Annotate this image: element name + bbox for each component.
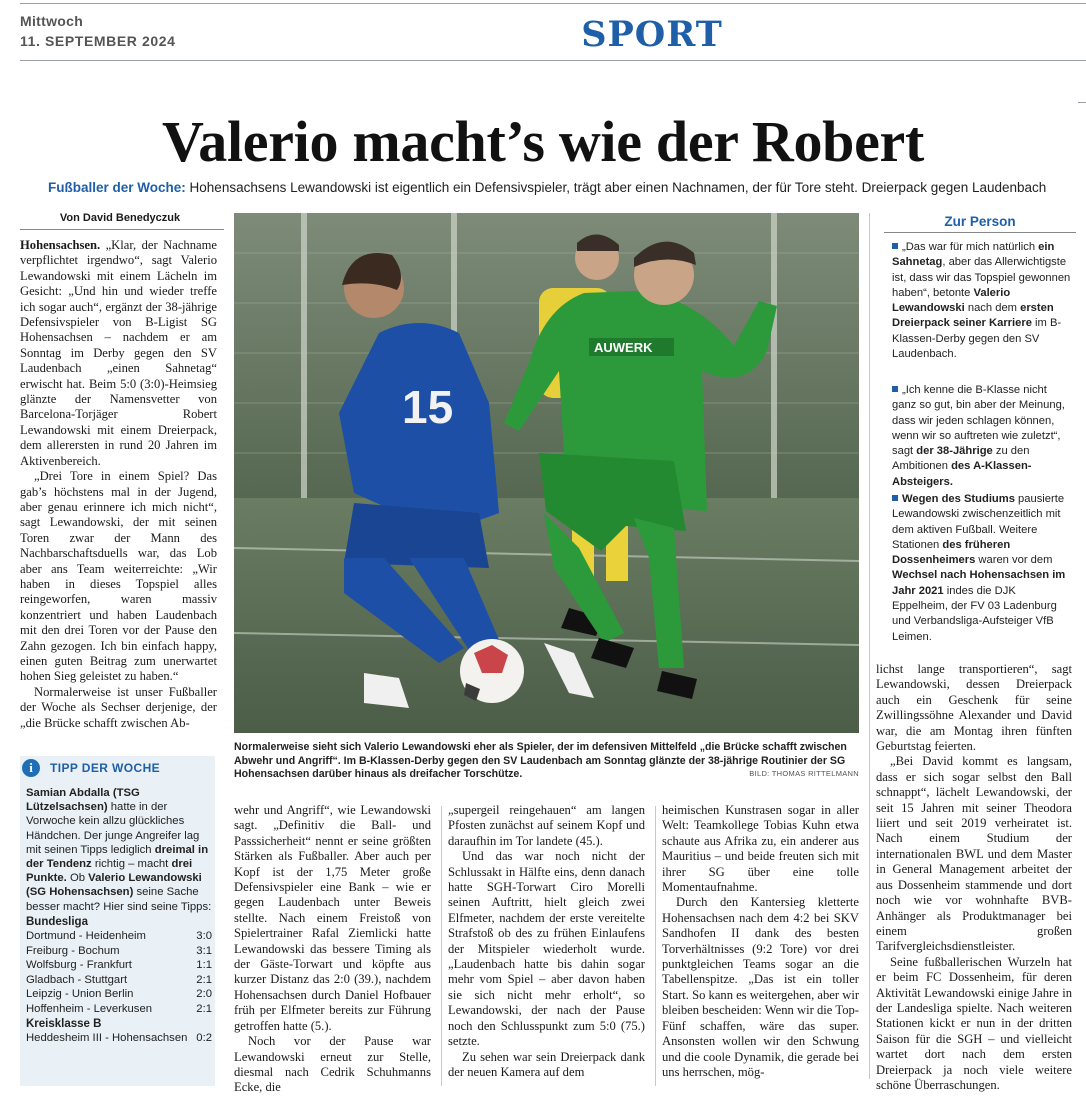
tip-row	[26, 958, 212, 973]
tip-row	[26, 1031, 212, 1046]
dateline: Hohensachsen.	[20, 238, 101, 252]
tip-score: 3:1	[196, 944, 212, 957]
column-divider	[655, 806, 656, 1086]
paragraph: „Bei David kommt es langsam, dass er sich sogar selbst den Ball schnappt“, lächelt Lewandowski, der seit 15 Jahren mit seiner Theodora liiert und seit 2019 verheiratet ist. Nach einem Studium der internationalen BWL und dem Master in General Management arbeitet der aus Dossenheim stammende und dort noch wie vor wohnhafte BVB-Anhänger als Produktmanager bei einem großen Tarifvergleichsdienstleister.	[876, 754, 1072, 954]
paragraph: Seine fußballerischen Wurzeln hat er beim FC Dossenheim, für deren Aktivität Lewandowski einige Jahre in der Landesliga spielte. Nach weiteren Stationen kickt er nun in der dritten Saison für die SGH – und vielleicht wartet dort nach dem ersten Dreierpack ja noch viele weitere schöne Überraschungen.	[876, 954, 1072, 1092]
tip-of-the-week-box	[20, 756, 215, 1086]
article-column-5	[876, 662, 1072, 1093]
tip-match: Gladbach - Stuttgart	[26, 973, 128, 986]
headline: Valerio macht’s wie der Robert	[161, 109, 925, 174]
caption-text: Normalerweise sieht sich Valerio Lewandowski eher als Spieler, der im defensiven Mittelfeld „die Brücke schafft zwischen Abwehr und Angriff“. Im B-Klassen-Derby gegen den SV Laudenbach am Sonntag glänzte der 38-jährige Routinier der SG Hohensachsen darüber hinaus als dreifacher Torschütze.	[234, 741, 847, 780]
weekday: Mittwoch	[20, 13, 84, 29]
football	[460, 639, 524, 703]
tip-row	[26, 929, 212, 944]
tip-match: Hoffenheim - Leverkusen	[26, 1002, 153, 1015]
tip-row	[26, 944, 212, 959]
paragraph: Noch vor der Pause war Lewandowski erneut zur Stelle, diesmal nach Cedrik Schuhmanns Ecke, die	[234, 1034, 431, 1095]
section-title: SPORT	[581, 14, 723, 55]
person-rule	[884, 232, 1076, 233]
paragraph: „Klar, der Nachname verpflichtet irgendwo“, sagt Valerio Lewandowski mit einem Lächeln im Gesicht: „Und hin und wieder treffe ich sogar auch“, ergänzt der 38-jährige Defensivspieler von B-Ligist SG Hohensachsen – nachdem er am Sonntag im Derby gegen den SV Laudenbach „einen Sahnetag“ erwischt hat. Beim 5:0 (3:0)-Heimsieg glänzte der Namensvetter von Barcelona-Torjäger Robert Lewandowski mit einem Dreierpack, dem allerersten in rund 20 Jahren im Aktivenbereich.	[20, 238, 217, 468]
photo-caption	[234, 741, 859, 782]
paragraph: Und das war noch nicht der Schlussakt in Hälfte eins, denn danach hatte SGH-Torwart Ciro Morelli seinen Auftritt, hielt gleich zwei Elfmeter, nachdem der erste vereitelte Strafstoß ob des zu frühen Einlaufens der Mitspieler wiederholt wurde. „Laudenbach hatte bis dahin sogar mehr vom Spiel – aber davon haben sie sich nicht mehr erholt“, so Lewandowski, der nach der Pause noch den Schlusspunkt zum 5:0 (75.) setzte.	[448, 849, 645, 1049]
league-heading: Kreisklasse B	[26, 1018, 102, 1031]
bullet-square-icon	[892, 243, 898, 249]
paragraph: Normalerweise ist unser Fußballer der Woche als Sechser derjenige, der „die Brücke schafft zwischen Ab-	[20, 684, 217, 730]
tip-match: Dortmund - Heidenheim	[26, 930, 146, 943]
article-column-2	[234, 803, 431, 1096]
tip-box-body	[26, 786, 212, 1046]
bullet-square-icon	[892, 386, 898, 392]
column-divider	[869, 213, 870, 1079]
tip-match: Freiburg - Bochum	[26, 944, 120, 957]
person-fact-1: „Das war für mich natürlich ein Sahnetag, aber das Allerwichtigste ist, dass wir das Topspiel gewonnen haben“, betonte Valerio Lewandowski nach dem ersten Dreierpack seiner Karriere im B-Klassen-Derby gegen den SV Laudenbach.	[892, 241, 1071, 361]
tip-box-title: TIPP DER WOCHE	[50, 761, 161, 775]
byline: Von David Benedyczuk	[59, 212, 181, 224]
tip-list-kreisklasse	[26, 1031, 212, 1046]
kicker-lead: Fußballer der Woche:	[48, 180, 186, 195]
tip-match: Wolfsburg - Frankfurt	[26, 959, 132, 972]
kicker-text: Hohensachsens Lewandowski ist eigentlich ein Defensivspieler, trägt aber einen Nachnamen, der für Tore steht. Dreierpack gegen Laudenbach	[189, 180, 1047, 195]
tip-intro: Samian Abdalla (TSG Lützelsachsen) hatte in der Vorwoche kein allzu glückliches Händchen. Der junge Angreifer lag mit seinen Tipps lediglich dreimal in der Tendenz richtig – macht drei Punkte. Ob Valerio Lewandowski (SG Hohensachsen) seine Sache besser macht? Hier sind seine Tipps:	[26, 787, 212, 913]
tip-score: 2:1	[196, 1002, 212, 1015]
tip-match: Heddesheim III - Hohensachsen	[26, 1032, 188, 1045]
photo-credit: BILD: THOMAS RITTELMANN	[749, 769, 859, 778]
byline-rule	[20, 229, 224, 230]
tip-score: 3:0	[196, 930, 212, 943]
paragraph: „supergeil reingehauen“ am langen Pfosten zunächst auf seinem Kopf und daraufhin im Tor landete (45.).	[448, 803, 645, 848]
tip-score: 2:1	[196, 973, 212, 986]
league-heading: Bundesliga	[26, 915, 88, 928]
tip-score: 2:0	[196, 988, 212, 1001]
article-column-1	[20, 238, 217, 731]
publication-date: 11. SEPTEMBER 2024	[20, 33, 176, 49]
paragraph: Durch den Kantersieg kletterte Hohensachsen nach dem 4:2 bei SKV Sandhofen II dank des besten Torverhältnisses (9:2 Tore) vor drei punktgleichen Teams sogar an die Tabellenspitze. „Das ist ein toller Start. So kann es weitergehen, aber wir bleiben bescheiden: Wenn wir die Top-Fünf schaffen, wäre das super. Ansonsten wollen wir den Schwung und die coole Dynamik, die gerade bei uns herrschen, mög-	[662, 895, 860, 1079]
paragraph: „Drei Tore in einem Spiel? Das gab’s höchstens mal in der Jugend, aber genau erinnere ich mich nicht“, sagt Lewandowski, der mit seinen Toren zwar der Mann des Nachbarschaftsduells war, das Lob aber ans Team weiterreichte: „Wir haben in dieses Topspiel alles reingeworfen, waren massiv konzentriert und haben Laudenbach mit den drei Toren vor der Pause den Zahn gezogen. Ich bin einfach happy, einen guten Beitrag zum unerwartet hohen Sieg geleistet zu haben.“	[20, 469, 217, 684]
person-fact-2: „Ich kenne die B-Klasse nicht ganz so gut, bin aber der Meinung, dass wir jeden schlagen können, wenn wir so auftreten wie zuletzt“, sagt der 38-Jährige zu den Ambitionen des A-Klassen-Absteigers.	[892, 384, 1065, 488]
bullet-square-icon	[892, 495, 898, 501]
match-photo	[234, 213, 859, 733]
tip-row	[26, 1002, 212, 1017]
top-rule	[20, 3, 1086, 4]
tip-row	[26, 987, 212, 1002]
article-column-4	[662, 803, 859, 1080]
photo-illustration	[234, 213, 859, 733]
article-column-3	[448, 803, 645, 1080]
paragraph: lichst lange transportieren“, sagt Lewandowski, dessen Dreierpack auch ein Geschenk für seine Zwillingssöhne Alexander und David war, die am Montag ihren fünften Geburtstag feierten.	[876, 662, 1072, 754]
corner-rule	[1078, 102, 1086, 103]
tip-score: 1:1	[196, 959, 212, 972]
paragraph: wehr und Angriff“, wie Lewandowski sagt. „Definitiv die Ball- und Passsicherheit“ nennt er seine größten Stärken als Fußballer. Aber auch per Kopf ist der 1,75 Meter große Defensivspieler eine Bank – wie er gegen Laudenbach unter Beweis stellte. Nach einem Freistoß von Spielertrainer Rafal Ziemlicki hatte Lewandowski das bessere Timing als der Gäste-Torwart und köpfte aus kurzer Distanz das 2:0 (39.), nachdem Hohensachsen durch Daniel Hofbauer früh per Elfmeter bereits zur Führung getroffen hatte (5.).	[234, 803, 431, 1033]
tip-score: 0:2	[196, 1032, 212, 1045]
tip-match: Leipzig - Union Berlin	[26, 988, 134, 1001]
paragraph: Zu sehen war sein Dreierpack dank der neuen Kamera auf dem	[448, 1049, 645, 1079]
shirt-number: 15	[402, 381, 454, 433]
info-icon: i	[22, 759, 40, 777]
shirt-sponsor-text: AUWERK	[594, 340, 653, 355]
tip-row	[26, 973, 212, 988]
paragraph: heimischen Kunstrasen sogar in aller Welt: Teamkollege Tobias Kuhn etwa schaute aus Afrika zu, ein anderer aus Mauritius – und beide freuten sich mit ihrer SG über eine tolle Momentaufnahme.	[662, 803, 859, 895]
tip-list-bundesliga	[26, 929, 212, 1016]
person-fact-3: Wegen des Studiums pausierte Lewandowski zwischenzeitlich mit dem aktiven Fußball. Weitere Stationen des früheren Dossenheimers waren vor dem Wechsel nach Hohensachsen im Jahr 2021 indes die DJK Eppelheim, der FV 03 Ladenburg und Verbandsliga-Aufsteiger VfB Leimen.	[892, 493, 1066, 643]
masthead-rule	[20, 60, 1086, 61]
kicker	[48, 180, 1046, 195]
column-divider	[441, 806, 442, 1086]
tip-box-header	[20, 756, 215, 780]
person-box-title: Zur Person	[944, 214, 1016, 229]
